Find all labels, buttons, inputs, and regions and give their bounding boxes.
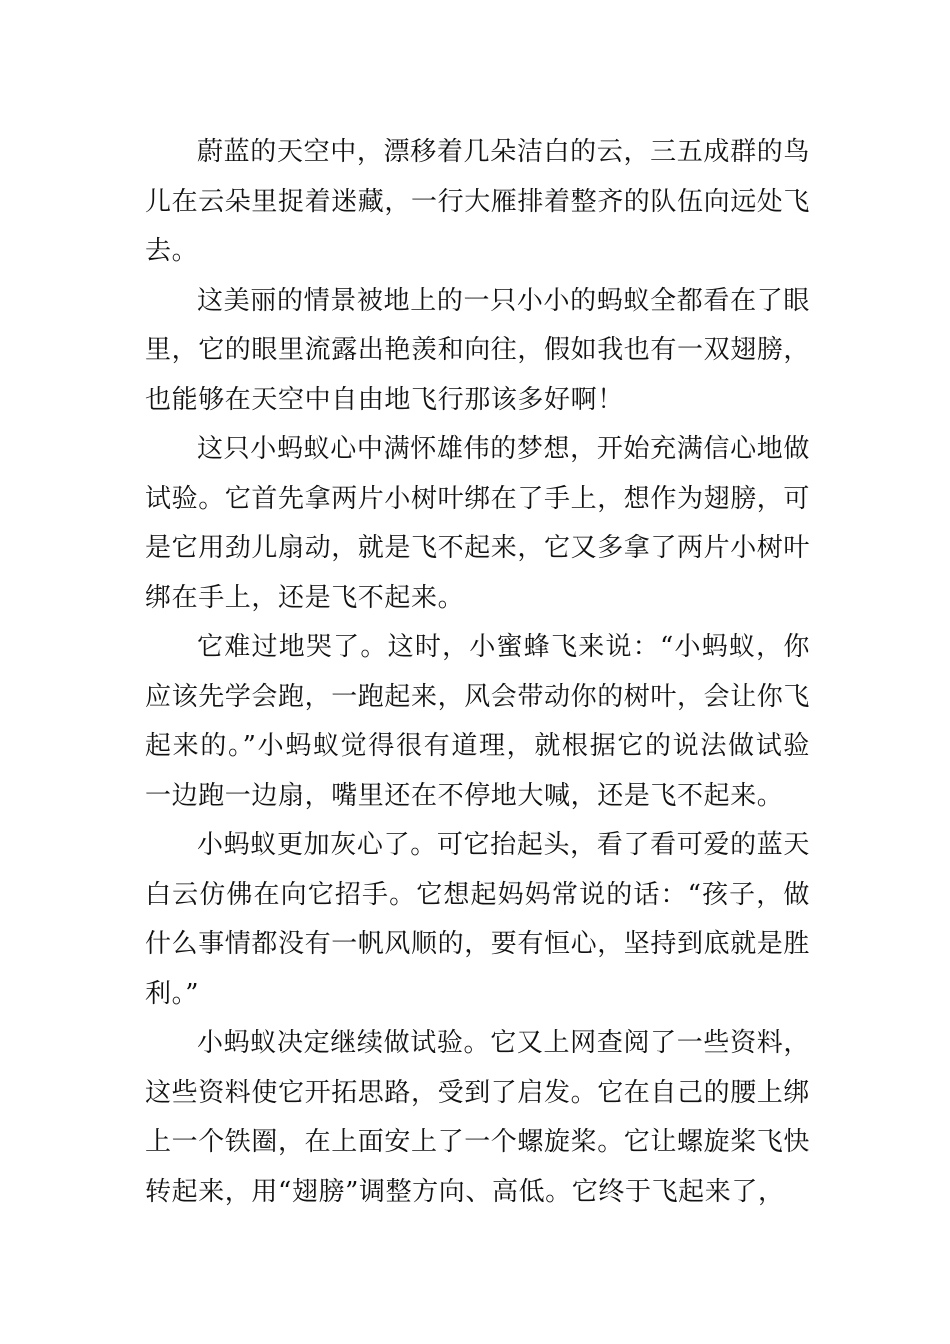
paragraph: 小蚂蚁决定继续做试验。它又上网查阅了一些资料，这些资料使它开拓思路，受到了启发。它在自己的腰上绑上一个铁圈，在上面安上了一个螺旋桨。它让螺旋桨飞快转起来，用“翅膀”调整方向、高低。它终于飞起来了， [145,1028,811,1207]
paragraph: 它难过地哭了。这时，小蜜蜂飞来说：“小蚂蚁，你应该先学会跑，一跑起来，风会带动你的树叶，会让你飞起来的。”小蚂蚁觉得很有道理，就根据它的说法做试验一边跑一边扇，嘴里还在不停地大喊，还是飞不起来。 [145,632,811,811]
paragraph: 这只小蚂蚁心中满怀雄伟的梦想，开始充满信心地做试验。它首先拿两片小树叶绑在了手上，想作为翅膀，可是它用劲儿扇动，就是飞不起来，它又多拿了两片小树叶绑在手上，还是飞不起来。 [145,434,811,613]
paragraph: 这美丽的情景被地上的一只小小的蚂蚁全都看在了眼里，它的眼里流露出艳羡和向往，假如我也有一双翅膀，也能够在天空中自由地飞行那该多好啊！ [145,285,811,415]
paragraph: 小蚂蚁更加灰心了。可它抬起头，看了看可爱的蓝天白云仿佛在向它招手。它想起妈妈常说的话：“孩子，做什么事情都没有一帆风顺的，要有恒心，坚持到底就是胜利。” [145,830,811,1009]
story-text [145,128,810,1217]
paragraph: 蔚蓝的天空中，漂移着几朵洁白的云，三五成群的鸟儿在云朵里捉着迷藏，一行大雁排着整齐的队伍向远处飞去。 [145,137,811,266]
